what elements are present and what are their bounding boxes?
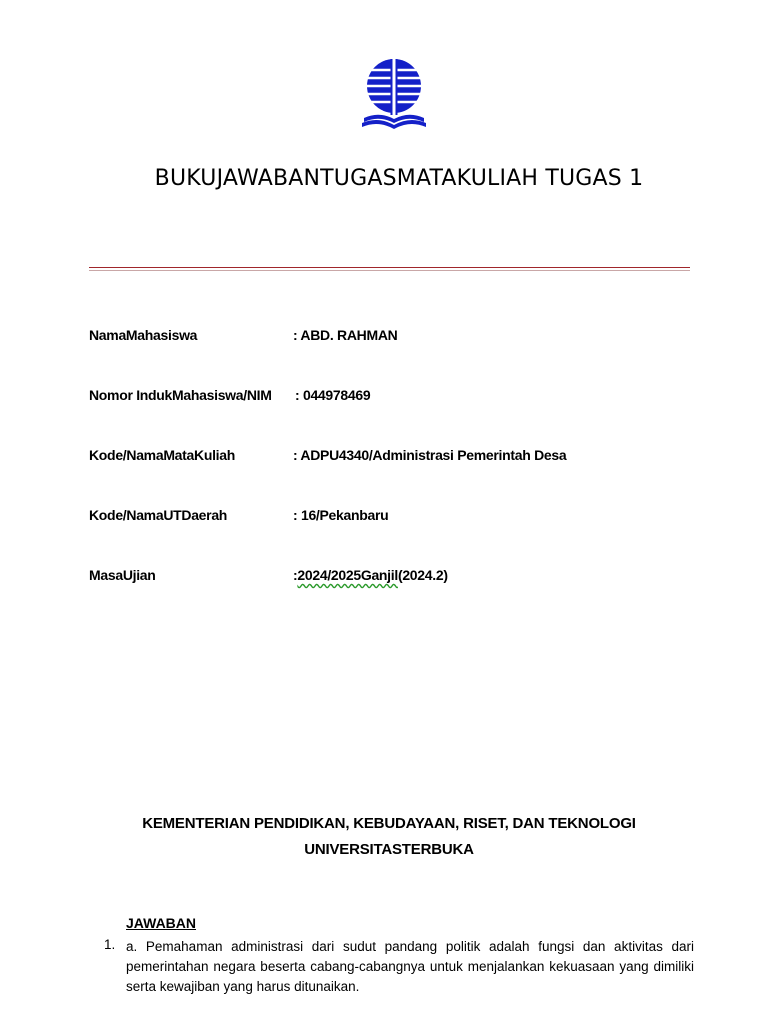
field-value-nama: : ABD. RAHMAN	[293, 327, 398, 343]
field-label-masa-ujian: MasaUjian	[89, 567, 156, 583]
field-label-ut-daerah: Kode/NamaUTDaerah	[89, 507, 228, 523]
answer-heading: JAWABAN	[126, 915, 197, 931]
document-title: BUKUJAWABANTUGASMATAKULIAH TUGAS 1	[154, 166, 644, 191]
divider-line	[89, 267, 690, 268]
field-label-matakuliah: Kode/NamaMataKuliah	[89, 447, 235, 463]
field-value-masa-ujian	[293, 567, 448, 583]
value-suffix: (2024.2)	[397, 567, 448, 583]
field-label-nim: Nomor IndukMahasiswa/NIM	[89, 387, 272, 403]
field-label-nama: NamaMahasiswa	[89, 327, 198, 343]
university-emblem-icon	[360, 56, 428, 130]
ministry-name: KEMENTERIAN PENDIDIKAN, KEBUDAYAAN, RISET, DAN TEKNOLOGI	[142, 815, 636, 832]
list-number: 1.	[104, 937, 116, 952]
field-value-nim: : 044978469	[295, 387, 371, 403]
field-value-matakuliah: : ADPU4340/Administrasi Pemerintah Desa	[293, 447, 567, 463]
divider-line-shadow	[89, 270, 690, 271]
value-prefix: :	[293, 567, 298, 583]
spellcheck-marked-text: 2024/2025Ganjil	[297, 567, 398, 583]
university-name: UNIVERSITASTERBUKA	[304, 841, 474, 858]
answer-paragraph: a. Pemahaman administrasi dari sudut pandang politik adalah fungsi dan aktivitas dari pemerintahan negara beserta cabang-cabangnya untuk menjalankan kekuasaan yang dimiliki serta kewajiban yang harus ditunaikan.	[126, 939, 694, 994]
field-value-ut-daerah: : 16/Pekanbaru	[293, 507, 389, 523]
